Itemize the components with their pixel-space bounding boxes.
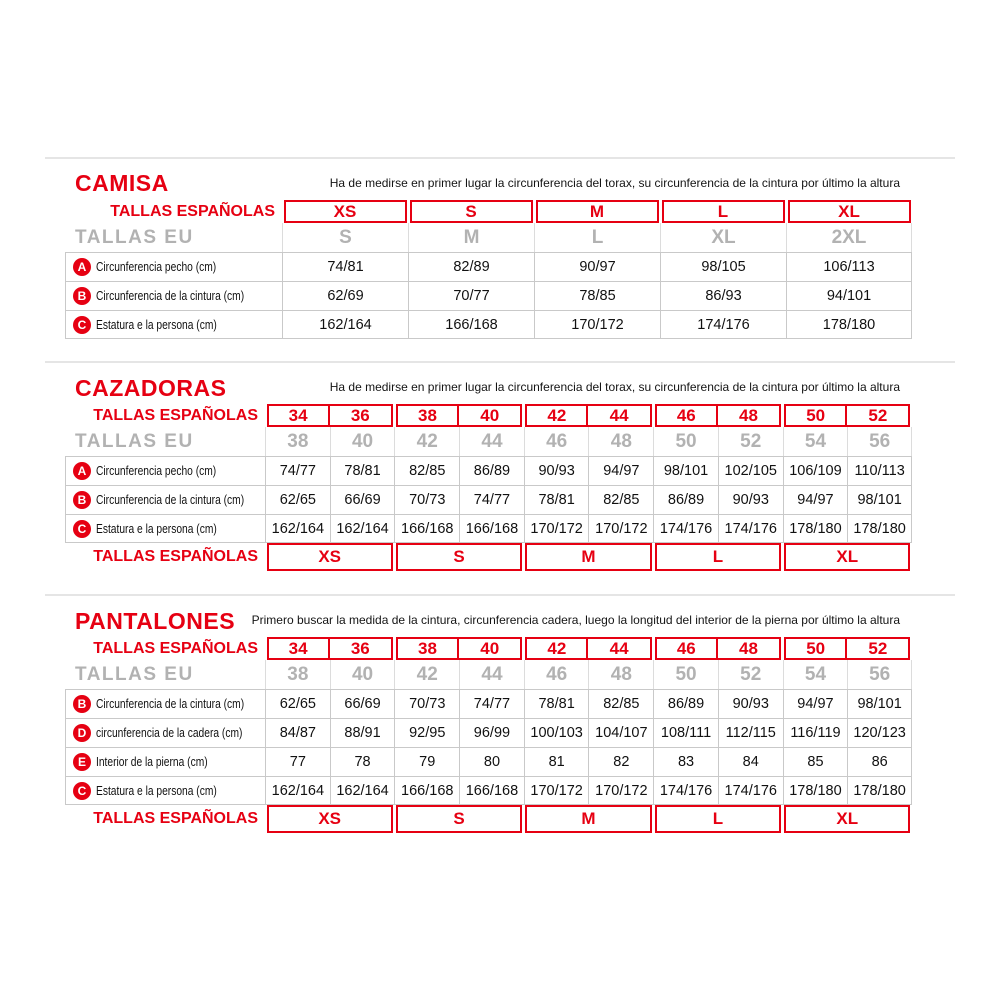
es-size-pair-box <box>655 404 781 427</box>
value-cell: 82/89 <box>408 252 534 281</box>
measure-row-label <box>65 485 265 514</box>
value-cell: 100/103 <box>524 718 589 747</box>
value-cell: 94/97 <box>588 456 653 485</box>
eu-size-cell: 56 <box>847 427 912 456</box>
eu-size-cell: 52 <box>718 660 783 689</box>
eu-size-cell: 50 <box>653 427 718 456</box>
section-title-cazadoras: CAZADORAS <box>75 375 227 401</box>
value-cell: 84 <box>718 747 783 776</box>
measure-letter-badge: B <box>73 695 91 713</box>
es-size-cell: 50 <box>786 406 847 426</box>
es-size-cell: 46 <box>657 406 718 426</box>
footer-size-cell: L <box>655 543 781 571</box>
footer-size-cell: M <box>525 543 651 571</box>
measure-row-label-text: Circunferencia pecho (cm) <box>96 464 217 478</box>
section-title-camisa: CAMISA <box>75 170 169 196</box>
es-size-pair-box <box>784 637 910 660</box>
footer-size-cell: XS <box>267 543 393 571</box>
value-cell: 82/85 <box>588 485 653 514</box>
value-cell: 166/168 <box>459 514 524 543</box>
value-cell: 83 <box>653 747 718 776</box>
value-cell: 78/85 <box>534 281 660 310</box>
separator-line-bottom <box>45 594 955 596</box>
es-size-pair-box <box>267 404 393 427</box>
measure-letter-badge: A <box>73 462 91 480</box>
value-cell: 90/93 <box>718 485 783 514</box>
value-cell: 174/176 <box>653 776 718 805</box>
es-size-pair-box <box>267 637 393 660</box>
value-cell: 98/101 <box>847 689 912 718</box>
measure-row-label <box>65 281 282 310</box>
value-cell: 70/73 <box>394 485 459 514</box>
value-cell: 82/85 <box>394 456 459 485</box>
eu-header-label: TALLAS EU <box>75 663 194 685</box>
eu-size-cell: 54 <box>783 427 848 456</box>
es-size-cell: 34 <box>269 406 330 426</box>
value-cell: 74/77 <box>265 456 330 485</box>
footer-size-cell: S <box>396 543 522 571</box>
value-cell: 78/81 <box>524 689 589 718</box>
value-cell: 106/113 <box>786 252 912 281</box>
value-cell: 170/172 <box>534 310 660 339</box>
eu-size-cell: 42 <box>394 427 459 456</box>
eu-size-cell: 40 <box>330 427 395 456</box>
value-cell: 162/164 <box>282 310 408 339</box>
es-size-cell: 36 <box>350 639 370 658</box>
es-size-cell: 44 <box>609 406 629 425</box>
value-cell: 106/109 <box>783 456 848 485</box>
measure-letter-badge: A <box>73 258 91 276</box>
measure-letter-badge: C <box>73 316 91 334</box>
size-header-label: TALLAS ESPAÑOLAS <box>93 406 258 424</box>
es-size-cell: 52 <box>868 639 888 658</box>
value-cell: 112/115 <box>718 718 783 747</box>
footer-size-cell: L <box>655 805 781 833</box>
eu-size-cell: 38 <box>265 660 330 689</box>
eu-size-cell: L <box>534 223 660 252</box>
es-size-cell: 46 <box>657 639 718 659</box>
es-size-cell: M <box>536 200 659 223</box>
value-cell: 92/95 <box>394 718 459 747</box>
value-cell: 170/172 <box>524 514 589 543</box>
value-cell: 162/164 <box>265 514 330 543</box>
footer-size-cell: XL <box>784 543 910 571</box>
size-footer-label: TALLAS ESPAÑOLAS <box>93 810 258 827</box>
eu-size-cell: 48 <box>588 660 653 689</box>
measure-row-label <box>65 514 265 543</box>
eu-size-cell: XL <box>660 223 786 252</box>
value-cell: 104/107 <box>588 718 653 747</box>
es-size-cell: XL <box>788 200 911 223</box>
footer-size-cell: XL <box>784 805 910 833</box>
eu-size-cell: 46 <box>524 427 589 456</box>
section-title-pantalones: PANTALONES <box>75 608 236 634</box>
size-header-label: TALLAS ESPAÑOLAS <box>110 202 275 220</box>
eu-size-cell: 44 <box>459 427 524 456</box>
value-cell: 178/180 <box>786 310 912 339</box>
value-cell: 178/180 <box>783 776 848 805</box>
value-cell: 174/176 <box>660 310 786 339</box>
es-size-pair-box <box>655 637 781 660</box>
camisa-size-table <box>65 200 912 339</box>
eu-size-cell: M <box>408 223 534 252</box>
eu-size-cell: 54 <box>783 660 848 689</box>
eu-size-cell: 46 <box>524 660 589 689</box>
value-cell: 82 <box>588 747 653 776</box>
eu-size-cell: 56 <box>847 660 912 689</box>
value-cell: 66/69 <box>330 689 395 718</box>
value-cell: 166/168 <box>394 776 459 805</box>
value-cell: 82/85 <box>588 689 653 718</box>
es-size-cell: 44 <box>609 639 629 658</box>
es-size-cell: 34 <box>269 639 330 659</box>
value-cell: 86/93 <box>660 281 786 310</box>
measure-letter-badge: B <box>73 491 91 509</box>
instruction-camisa: Ha de medirse en primer lugar la circunferencia del torax, su circunferencia de la cintura por último la altura <box>329 176 900 190</box>
es-size-cell: 50 <box>786 639 847 659</box>
measure-letter-badge: C <box>73 782 91 800</box>
es-size-cell: 42 <box>527 639 588 659</box>
cazadoras-size-table <box>65 404 912 571</box>
value-cell: 74/81 <box>282 252 408 281</box>
value-cell: 74/77 <box>459 689 524 718</box>
size-footer-label: TALLAS ESPAÑOLAS <box>93 548 258 565</box>
value-cell: 162/164 <box>265 776 330 805</box>
value-cell: 90/97 <box>534 252 660 281</box>
value-cell: 96/99 <box>459 718 524 747</box>
es-size-pair-box <box>784 404 910 427</box>
value-cell: 62/65 <box>265 689 330 718</box>
value-cell: 70/77 <box>408 281 534 310</box>
eu-size-cell: 48 <box>588 427 653 456</box>
eu-size-cell: S <box>282 223 408 252</box>
measure-row-label-text: Circunferencia de la cintura (cm) <box>96 697 245 711</box>
size-header-label: TALLAS ESPAÑOLAS <box>93 639 258 657</box>
es-size-cell: 52 <box>868 406 888 425</box>
es-size-cell: 48 <box>739 406 758 425</box>
value-cell: 162/164 <box>330 514 395 543</box>
value-cell: 85 <box>783 747 848 776</box>
eu-size-cell: 2XL <box>786 223 912 252</box>
value-cell: 178/180 <box>847 776 912 805</box>
value-cell: 86/89 <box>459 456 524 485</box>
measure-row-label-text: Estatura e la persona (cm) <box>96 521 217 536</box>
es-size-pair-box <box>525 637 651 660</box>
value-cell: 170/172 <box>588 776 653 805</box>
value-cell: 166/168 <box>408 310 534 339</box>
value-cell: 77 <box>265 747 330 776</box>
value-cell: 94/101 <box>786 281 912 310</box>
es-size-cell: S <box>410 200 533 223</box>
es-size-pair-box <box>396 404 522 427</box>
footer-size-cell: XS <box>267 805 393 833</box>
es-size-pair-box <box>525 404 651 427</box>
measure-row-label-text: Estatura e la persona (cm) <box>96 783 217 798</box>
eu-size-cell: 42 <box>394 660 459 689</box>
value-cell: 94/97 <box>783 485 848 514</box>
measure-row-label <box>65 310 282 339</box>
value-cell: 116/119 <box>783 718 848 747</box>
value-cell: 74/77 <box>459 485 524 514</box>
value-cell: 62/69 <box>282 281 408 310</box>
measure-letter-badge: B <box>73 287 91 305</box>
value-cell: 94/97 <box>783 689 848 718</box>
value-cell: 78/81 <box>524 485 589 514</box>
es-size-cell: XS <box>284 200 407 223</box>
measure-row-label <box>65 689 265 718</box>
value-cell: 98/101 <box>847 485 912 514</box>
value-cell: 80 <box>459 747 524 776</box>
measure-row-label-text: Interior de la pierna (cm) <box>96 755 208 769</box>
value-cell: 86/89 <box>653 485 718 514</box>
value-cell: 120/123 <box>847 718 912 747</box>
measure-row-label-text: circunferencia de la cadera (cm) <box>96 726 243 740</box>
value-cell: 162/164 <box>330 776 395 805</box>
measure-row-label <box>65 252 282 281</box>
value-cell: 170/172 <box>524 776 589 805</box>
value-cell: 110/113 <box>847 456 912 485</box>
value-cell: 90/93 <box>718 689 783 718</box>
value-cell: 178/180 <box>847 514 912 543</box>
eu-size-cell: 44 <box>459 660 524 689</box>
value-cell: 98/101 <box>653 456 718 485</box>
footer-size-cell: S <box>396 805 522 833</box>
value-cell: 81 <box>524 747 589 776</box>
separator-line-middle <box>45 361 955 363</box>
measure-row-label <box>65 718 265 747</box>
es-size-cell: 38 <box>398 406 459 426</box>
eu-header-label: TALLAS EU <box>75 226 194 248</box>
value-cell: 178/180 <box>783 514 848 543</box>
value-cell: 166/168 <box>394 514 459 543</box>
eu-header-label: TALLAS EU <box>75 430 194 452</box>
value-cell: 166/168 <box>459 776 524 805</box>
value-cell: 86 <box>847 747 912 776</box>
value-cell: 174/176 <box>653 514 718 543</box>
value-cell: 170/172 <box>588 514 653 543</box>
es-size-cell: 40 <box>480 639 500 658</box>
measure-letter-badge: E <box>73 753 91 771</box>
footer-size-cell: M <box>525 805 651 833</box>
measure-row-label-text: Circunferencia pecho (cm) <box>96 260 217 274</box>
es-size-cell: 48 <box>739 639 758 658</box>
instruction-pantalones: Primero buscar la medida de la cintura, circunferencia cadera, luego la longitud del interior de la pierna por último la altura <box>251 613 900 627</box>
instruction-cazadoras: Ha de medirse en primer lugar la circunferencia del torax, su circunferencia de la cintura por último la altura <box>329 380 900 394</box>
measure-row-label <box>65 776 265 805</box>
value-cell: 84/87 <box>265 718 330 747</box>
es-size-cell: 36 <box>350 406 370 425</box>
value-cell: 70/73 <box>394 689 459 718</box>
measure-row-label <box>65 456 265 485</box>
value-cell: 174/176 <box>718 776 783 805</box>
value-cell: 108/111 <box>653 718 718 747</box>
value-cell: 66/69 <box>330 485 395 514</box>
value-cell: 78/81 <box>330 456 395 485</box>
es-size-pair-box <box>396 637 522 660</box>
value-cell: 86/89 <box>653 689 718 718</box>
pantalones-size-table <box>65 637 912 833</box>
measure-row-label-text: Circunferencia de la cintura (cm) <box>96 493 245 507</box>
measure-row-label <box>65 747 265 776</box>
eu-size-cell: 52 <box>718 427 783 456</box>
measure-letter-badge: C <box>73 520 91 538</box>
measure-row-label-text: Estatura e la persona (cm) <box>96 317 217 332</box>
value-cell: 62/65 <box>265 485 330 514</box>
value-cell: 88/91 <box>330 718 395 747</box>
eu-size-cell: 40 <box>330 660 395 689</box>
value-cell: 78 <box>330 747 395 776</box>
value-cell: 79 <box>394 747 459 776</box>
measure-letter-badge: D <box>73 724 91 742</box>
measure-row-label-text: Circunferencia de la cintura (cm) <box>96 289 245 303</box>
es-size-cell: 40 <box>480 406 500 425</box>
eu-size-cell: 50 <box>653 660 718 689</box>
es-size-cell: L <box>662 200 785 223</box>
value-cell: 98/105 <box>660 252 786 281</box>
value-cell: 174/176 <box>718 514 783 543</box>
value-cell: 102/105 <box>718 456 783 485</box>
separator-line-top <box>45 157 955 159</box>
es-size-cell: 42 <box>527 406 588 426</box>
eu-size-cell: 38 <box>265 427 330 456</box>
es-size-cell: 38 <box>398 639 459 659</box>
value-cell: 90/93 <box>524 456 589 485</box>
